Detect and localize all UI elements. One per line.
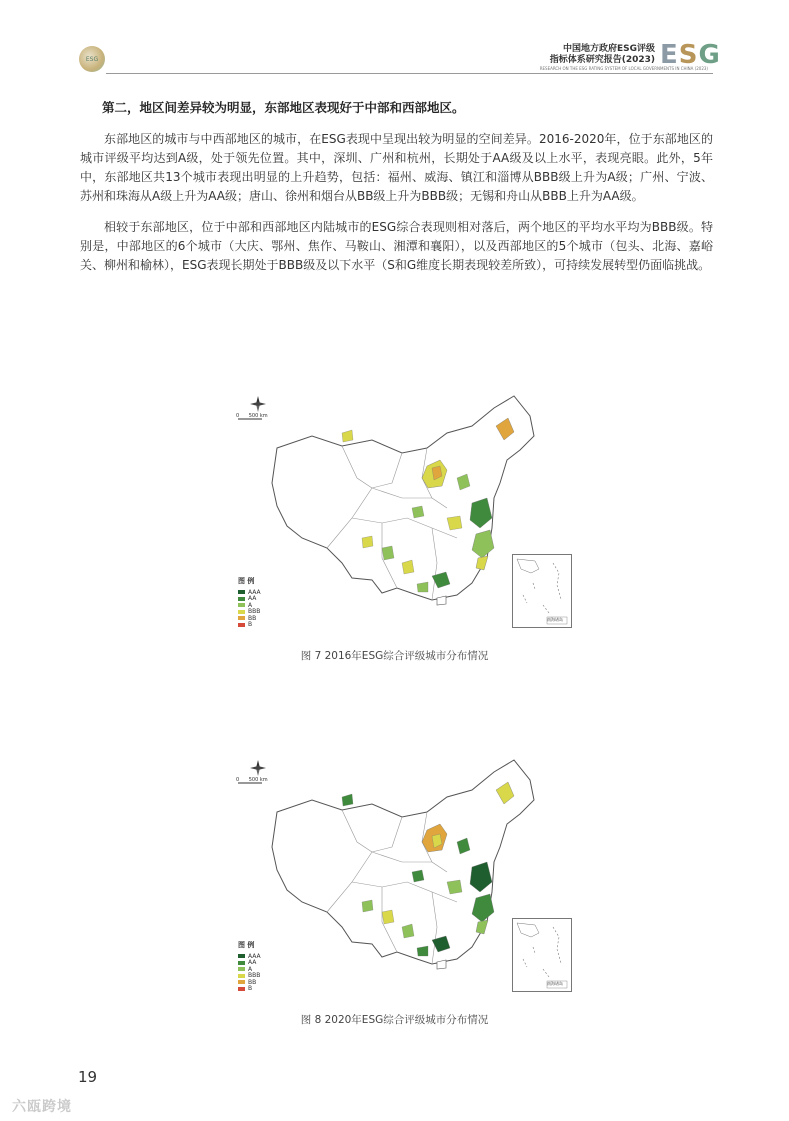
legend-label: B <box>248 985 253 993</box>
header-title-line1: 中国地方政府ESG评级 <box>562 44 655 54</box>
legend-label: BB <box>248 978 257 986</box>
main-content <box>80 98 713 287</box>
legend-label: AA <box>248 595 257 603</box>
figure-7-map <box>232 388 572 628</box>
legend-swatch <box>238 597 245 601</box>
legend-item <box>238 986 261 993</box>
section-heading: 第二，地区间差异较为明显，东部地区表现好于中部和西部地区。 <box>102 100 465 115</box>
legend-swatch <box>238 590 245 594</box>
map-legend <box>238 576 261 628</box>
legend-label: A <box>248 965 253 973</box>
legend-label: AAA <box>248 952 261 960</box>
legend-label: BBB <box>248 972 261 980</box>
legend-label: AA <box>248 959 257 967</box>
header-title-line2: 指标体系研究报告(2023) <box>549 55 655 65</box>
legend-label: AAA <box>248 588 261 596</box>
legend-swatch <box>238 623 245 627</box>
legend-label: B <box>248 621 253 629</box>
legend-swatch <box>238 616 245 620</box>
header-title <box>550 44 655 66</box>
esg-letter-s: S <box>678 40 699 70</box>
header-divider <box>106 73 713 74</box>
page-number: 19 <box>78 1068 98 1086</box>
figure-8-caption: 图 8 2020年ESG综合评级城市分布情况 <box>300 1014 489 1026</box>
legend-swatch <box>238 987 245 991</box>
page-header <box>0 0 789 80</box>
paragraph-2: 相较于东部地区，位于中部和西部地区内陆城市的ESG综合表现则相对落后，两个地区的平均水平均为BBB级。特别是，中部地区的6个城市（大庆、鄂州、焦作、马鞍山、湘潭和襄阳），以及西部地区的5个城市（包头、北海、嘉峪关、柳州和榆林），ESG表现长期处于BBB级及以下水平（S和G维度长期表现较差所致），可持续发展转型仍面临挑战。 <box>80 220 713 272</box>
legend-swatch <box>238 610 245 614</box>
legend-swatch <box>238 603 245 607</box>
watermark: 六瓯跨境 <box>12 1099 72 1115</box>
esg-letter-g: G <box>698 40 721 70</box>
south-china-sea-inset <box>512 918 572 992</box>
logo-text: ESG <box>85 55 99 63</box>
legend-swatch <box>238 967 245 971</box>
legend-swatch <box>238 954 245 958</box>
legend-label: BB <box>248 614 257 622</box>
legend-label: A <box>248 601 253 609</box>
inset-label: 南海诸岛 <box>547 617 563 622</box>
legend-title: 图 例 <box>238 577 255 585</box>
legend-swatch <box>238 980 245 984</box>
figure-7-caption: 图 7 2016年ESG综合评级城市分布情况 <box>300 650 489 662</box>
legend-title: 图 例 <box>238 941 255 949</box>
inset-label: 南海诸岛 <box>547 981 563 986</box>
figure-8-map <box>232 752 572 992</box>
scale-label: 0 500 km <box>236 413 268 419</box>
legend-item <box>238 622 261 629</box>
header-subtitle: RESEARCH ON THE ESG RATING SYSTEM OF LOCAL GOVERNMENTS IN CHINA (2023) <box>539 66 708 71</box>
legend-label: BBB <box>248 608 261 616</box>
esg-letter-e: E <box>660 40 679 70</box>
paragraph-1: 东部地区的城市与中西部地区的城市，在ESG表现中呈现出较为明显的空间差异。2016-2020年，位于东部地区的城市评级平均达到A级，处于领先位置。其中，深圳、广州和杭州，长期处于AA级及以上水平，表现亮眼。此外，5年中，东部地区共13个城市表现出明显的上升趋势，包括：福州、威海、镇江和淄博从BBB级上升为A级；广州、宁波、苏州和珠海从A级上升为AA级；唐山、徐州和烟台从BB级上升为BBB级；无锡和舟山从BBB上升为AA级。 <box>80 132 713 203</box>
scale-label: 0 500 km <box>236 777 268 783</box>
report-logo <box>79 46 105 72</box>
legend-swatch <box>238 974 245 978</box>
south-china-sea-inset <box>512 554 572 628</box>
legend-swatch <box>238 961 245 965</box>
map-legend <box>238 940 261 992</box>
